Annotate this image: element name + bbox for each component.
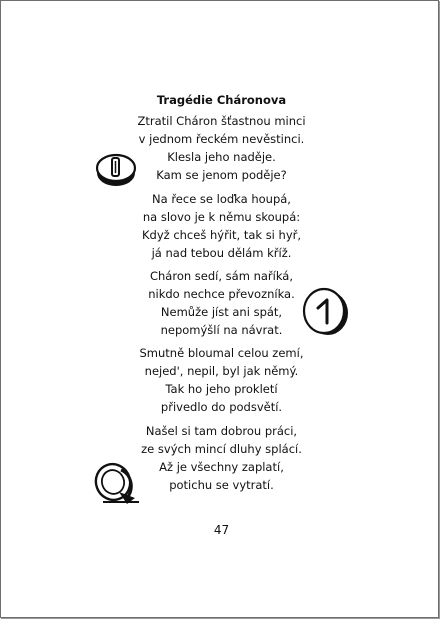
coin-number-one-icon xyxy=(301,286,351,338)
poem-line: Tak ho jeho prokletí xyxy=(165,382,278,396)
poem-line: Až je všechny zaplatí, xyxy=(159,460,284,474)
poem-line: Kam se jenom poděje? xyxy=(156,168,287,182)
poem-line: Klesla jeho naděje. xyxy=(167,150,276,164)
poem-line: potichu se vytratí. xyxy=(169,478,274,492)
poem-line: Nemůže jíst ani spát, xyxy=(160,305,283,319)
poem-line: nepomýšlí na návrat. xyxy=(160,323,283,337)
coin-icon xyxy=(95,152,137,188)
poem-line: Cháron sedí, sám naříká, xyxy=(149,269,293,283)
poem-line: Našel si tam dobrou práci, xyxy=(145,424,298,438)
stanza-2 xyxy=(1,190,441,262)
poem-line: Ztratil Cháron šťastnou minci xyxy=(137,114,306,128)
poem-line: Smutně bloumal celou zemí, xyxy=(139,346,304,360)
poem-title: Tragédie Cháronova xyxy=(156,93,287,107)
stanza-5 xyxy=(1,422,441,494)
poem-line: Když chceš hýřit, tak si hyř, xyxy=(141,228,302,242)
poem-line: já nad tebou dělám kříž. xyxy=(151,246,292,260)
poem-line: Na řece se loďka houpá, xyxy=(152,192,291,206)
poem-line: v jednom řeckém nevěstinci. xyxy=(138,132,305,146)
poem-line: nejed', nepil, byl jak němý. xyxy=(144,364,299,378)
stanza-1 xyxy=(1,112,441,184)
tilted-coin-icon xyxy=(91,462,145,508)
poem-line: nikdo nechce převozníka. xyxy=(148,287,295,301)
poem-line: ze svých mincí dluhy splácí. xyxy=(141,442,302,456)
stanza-3 xyxy=(1,267,441,339)
poem-line: přivedlo do podsvětí. xyxy=(160,400,283,414)
page-number: 47 xyxy=(213,523,230,537)
poem-line: na slovo je k němu skoupá: xyxy=(142,210,301,224)
stanza-4 xyxy=(1,344,441,416)
